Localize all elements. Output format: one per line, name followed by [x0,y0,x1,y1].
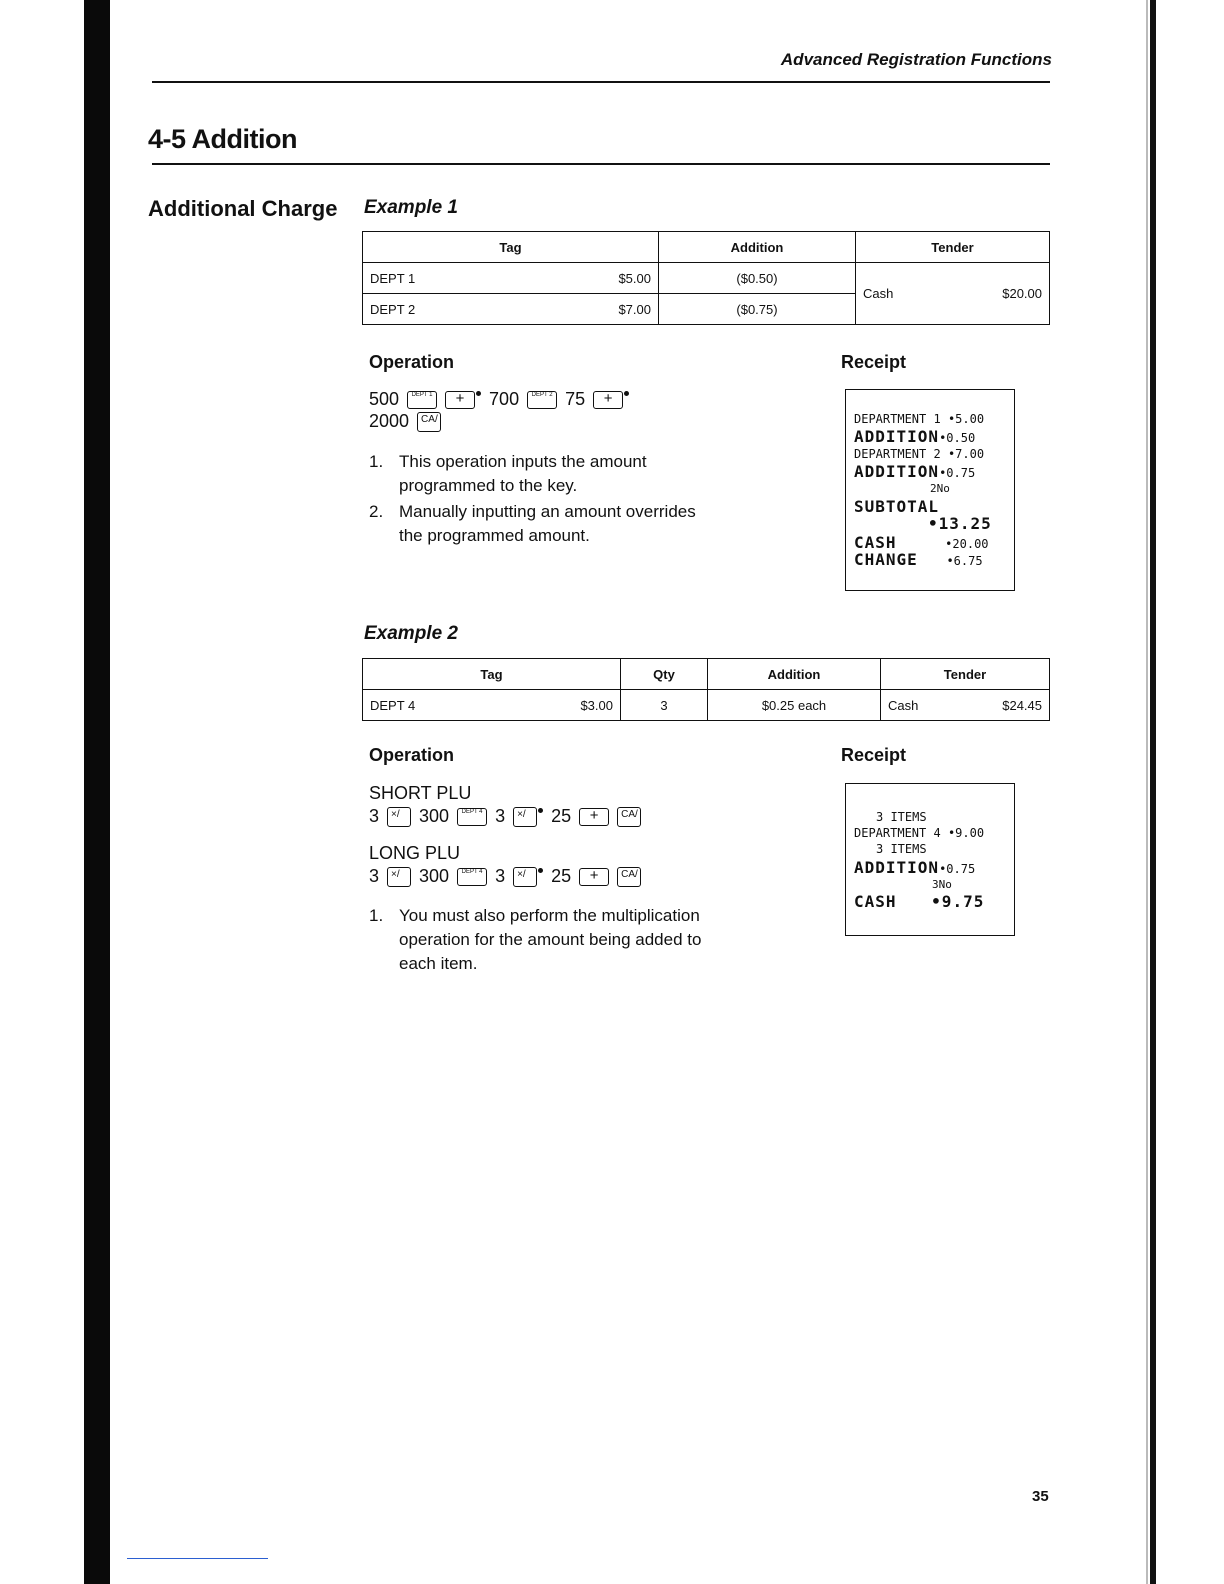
amount-input: 500 [369,389,400,409]
col-header-addition: Addition [708,659,881,690]
cash-amt-tend-key-icon: CA/ [617,867,641,887]
receipt-line: SUBTOTAL [854,497,940,516]
receipt-line: DEPARTMENT 2 •7.00 [854,447,985,461]
receipt-heading: Receipt [841,352,907,372]
tender-amount: $20.00 [1002,286,1042,301]
tender-method: Cash [863,286,894,301]
dept4-key-icon: DEPT 4 [457,868,487,886]
receipt-line: DEPARTMENT 1 •5.00 [854,412,985,426]
header-rule [152,81,1050,83]
dept-price: $3.00 [580,697,613,713]
tag-cell [363,690,621,721]
amount-input: 25 [551,866,572,886]
tender-amount: $24.45 [1002,697,1042,713]
receipt-line: CHANGE •6.75 [854,550,983,569]
bullet-icon [476,391,481,396]
receipt-line: DEPARTMENT 4 •9.00 [854,826,985,840]
dept-name: DEPT 4 [370,697,416,713]
dept1-key-icon: DEPT 1 [407,391,437,409]
example-2-notes [369,904,714,978]
col-header-qty: Qty [621,659,708,690]
section-title: 4-5 Addition [148,124,297,154]
dept-name: DEPT 2 [370,301,416,317]
plus-key-icon: + [579,868,609,886]
col-header-tender: Tender [881,659,1050,690]
amount-input: 3 [495,866,506,886]
multiply-date-time-key-icon: ×/ [513,867,537,887]
col-header-addition: Addition [659,232,856,263]
example-2-label: Example 2 [364,623,458,644]
bullet-icon [538,808,543,813]
amount-input: 25 [551,806,572,826]
example-1-notes [369,450,721,550]
page-number: 35 [1032,1488,1049,1505]
amount-input: 2000 [369,411,410,431]
operation-sequence-line [369,411,441,432]
operation-sequence-line [369,389,629,410]
receipt-2 [845,783,1015,936]
cash-amt-tend-key-icon: CA/ [617,807,641,827]
footer-rule [127,1558,268,1559]
short-plu-title: SHORT PLU [369,783,472,803]
side-heading: Additional Charge [148,196,338,221]
operation-sequence-line [369,806,641,827]
scan-edge-shadow [1146,0,1148,1584]
receipt-line: 3No [932,878,952,891]
section-rule [152,163,1050,165]
receipt-1 [845,389,1015,591]
receipt-line: ADDITION•0.75 [854,858,976,877]
operation-sequence-line [369,866,641,887]
bullet-icon [538,868,543,873]
col-header-tender: Tender [856,232,1050,263]
receipt-line: CASH •9.75 [854,892,985,911]
col-header-tag: Tag [363,232,659,263]
receipt-line: ADDITION•0.75 [854,462,976,481]
amount-input: 700 [489,389,520,409]
tag-cell [363,263,659,294]
dept4-key-icon: DEPT 4 [457,808,487,826]
dept-name: DEPT 1 [370,270,416,286]
receipt-line: CASH •20.00 [854,533,989,552]
receipt-heading: Receipt [841,745,907,765]
table-row [363,690,1050,721]
list-item: 1. You must also perform the multiplication operation for the amount being added to each item. [369,906,702,973]
qty-cell: 3 [621,690,708,721]
dept2-key-icon: DEPT 2 [527,391,557,409]
amount-input: 75 [565,389,586,409]
multiply-date-time-key-icon: ×/ [387,807,411,827]
plus-key-icon: + [445,391,475,409]
addition-cell: ($0.75) [659,294,856,325]
dept-price: $7.00 [618,301,651,317]
list-item: 1. This operation inputs the amount programmed to the key. [369,452,647,495]
list-item: 2. Manually inputting an amount overrides the programmed amount. [369,502,696,545]
receipt-line: 3 ITEMS [876,810,927,824]
example-2-table [362,658,1050,721]
tender-method: Cash [888,697,919,713]
amount-input: 300 [419,806,450,826]
receipt-line: •13.25 [928,514,992,533]
page-binding-edge [84,0,110,1584]
multiply-date-time-key-icon: ×/ [387,867,411,887]
example-1-label: Example 1 [364,197,458,218]
addition-cell: $0.25 each [708,690,881,721]
amount-input: 300 [419,866,450,886]
bullet-icon [624,391,629,396]
operation-heading: Operation [369,745,455,765]
tender-cell [881,690,1050,721]
example-1-table [362,231,1050,325]
table-header-row [363,659,1050,690]
amount-input: 3 [369,866,380,886]
tender-cell [856,263,1050,325]
plus-key-icon: + [579,808,609,826]
col-header-tag: Tag [363,659,621,690]
cash-amt-tend-key-icon: CA/ [417,412,441,432]
table-header-row [363,232,1050,263]
receipt-line: ADDITION•0.50 [854,427,976,446]
amount-input: 3 [495,806,506,826]
scan-edge [1150,0,1156,1584]
operation-heading: Operation [369,352,455,372]
plus-key-icon: + [593,391,623,409]
addition-cell: ($0.50) [659,263,856,294]
dept-price: $5.00 [618,270,651,286]
receipt-line: 2No [930,482,950,495]
multiply-date-time-key-icon: ×/ [513,807,537,827]
tag-cell [363,294,659,325]
amount-input: 3 [369,806,380,826]
table-row [363,263,1050,294]
running-header: Advanced Registration Functions [780,50,1052,69]
long-plu-title: LONG PLU [369,843,461,863]
receipt-line: 3 ITEMS [876,842,927,856]
